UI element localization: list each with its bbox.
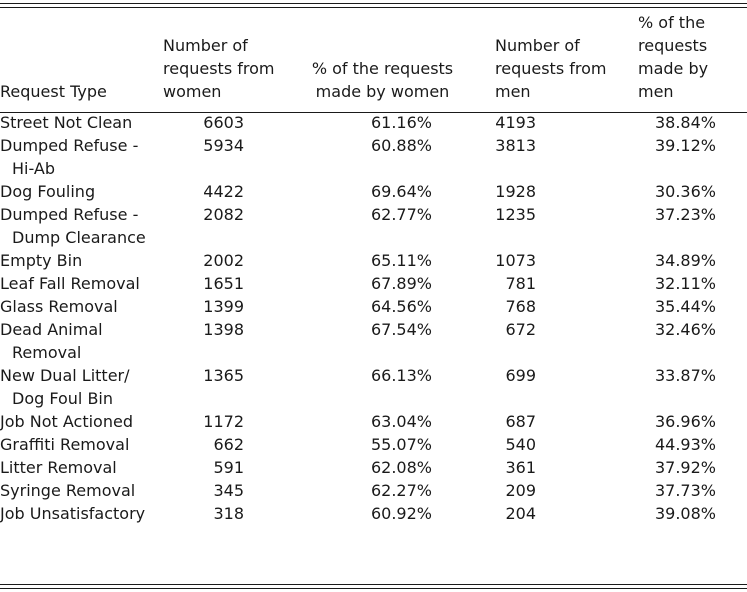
cell-men-percent: 35.44% [654,297,716,316]
table-row [0,456,747,479]
cell-women-percent: 64.56% [370,297,432,316]
table-row [0,295,747,318]
cell-men-percent: 39.08% [654,504,716,523]
cell-men-count: 699 [505,366,536,385]
header-men-count: Number of requests from men [495,36,607,101]
cell-men-count: 672 [505,320,536,339]
cell-men-count: 4193 [495,113,536,132]
cell-request-type: Dead Animal Removal [0,320,103,362]
header-men-percent: % of the requests made by men [638,13,709,101]
cell-men-count: 3813 [495,136,536,155]
cell-request-type: Graffiti Removal [0,435,130,454]
cell-men-percent: 37.23% [654,205,716,224]
cell-men-count: 687 [505,412,536,431]
cell-women-count: 318 [213,504,244,523]
bottom-rule-outer [0,588,747,589]
cell-men-count: 540 [505,435,536,454]
cell-men-count: 1235 [495,205,536,224]
cell-women-percent: 67.89% [370,274,432,293]
cell-request-type: Dumped Refuse - Hi-Ab [0,136,139,178]
cell-women-percent: 65.11% [370,251,432,270]
table-row [0,203,747,249]
cell-men-percent: 37.73% [654,481,716,500]
cell-women-percent: 62.08% [370,458,432,477]
table-row [0,502,747,525]
header-women-count: Number of requests from women [163,36,275,101]
cell-request-type: Leaf Fall Removal [0,274,140,293]
cell-men-percent: 38.84% [654,113,716,132]
cell-request-type: Street Not Clean [0,113,133,132]
cell-women-count: 6603 [203,113,244,132]
bottom-rule-inner [0,584,747,585]
header-rule [0,112,747,113]
table-row [0,249,747,272]
cell-request-type: New Dual Litter/ Dog Foul Bin [0,366,130,408]
cell-women-count: 1172 [203,412,244,431]
cell-men-count: 781 [505,274,536,293]
cell-request-type: Empty Bin [0,251,83,270]
table-row [0,364,747,410]
cell-women-percent: 61.16% [370,113,432,132]
header-women-percent: % of the requests made by women [311,59,454,101]
cell-request-type: Glass Removal [0,297,118,316]
top-rule-outer [0,3,747,4]
cell-men-count: 1073 [495,251,536,270]
cell-request-type: Job Unsatisfactory [0,504,146,523]
table-body [0,111,747,525]
cell-men-percent: 39.12% [654,136,716,155]
cell-women-count: 591 [213,458,244,477]
cell-request-type: Litter Removal [0,458,117,477]
table-row [0,318,747,364]
cell-women-percent: 62.27% [370,481,432,500]
cell-women-count: 662 [213,435,244,454]
cell-women-count: 345 [213,481,244,500]
top-rule-inner [0,7,747,8]
table-row [0,410,747,433]
table-row [0,111,747,134]
table-row [0,272,747,295]
cell-women-percent: 66.13% [370,366,432,385]
table-row [0,180,747,203]
cell-men-percent: 33.87% [654,366,716,385]
table-row [0,134,747,180]
cell-men-count: 1928 [495,182,536,201]
cell-women-count: 2002 [203,251,244,270]
cell-women-percent: 62.77% [370,205,432,224]
cell-request-type: Syringe Removal [0,481,136,500]
cell-men-percent: 36.96% [654,412,716,431]
cell-women-percent: 60.88% [370,136,432,155]
cell-men-count: 361 [505,458,536,477]
cell-men-percent: 37.92% [654,458,716,477]
cell-men-percent: 32.11% [654,274,716,293]
table-row [0,433,747,456]
cell-women-percent: 55.07% [370,435,432,454]
header-request-type: Request Type [0,82,107,101]
cell-women-percent: 60.92% [370,504,432,523]
table-row [0,479,747,502]
cell-men-count: 204 [505,504,536,523]
cell-men-percent: 32.46% [654,320,716,339]
cell-women-count: 5934 [203,136,244,155]
cell-women-count: 1365 [203,366,244,385]
cell-men-percent: 44.93% [654,435,716,454]
cell-women-count: 1398 [203,320,244,339]
cell-women-percent: 63.04% [370,412,432,431]
cell-request-type: Job Not Actioned [0,412,133,431]
cell-men-percent: 34.89% [654,251,716,270]
cell-women-count: 1399 [203,297,244,316]
cell-men-count: 209 [505,481,536,500]
cell-request-type: Dog Fouling [0,182,96,201]
cell-women-count: 2082 [203,205,244,224]
cell-women-percent: 69.64% [370,182,432,201]
cell-women-percent: 67.54% [370,320,432,339]
cell-request-type: Dumped Refuse - Dump Clearance [0,205,146,247]
header-row [0,11,747,111]
cell-men-percent: 30.36% [654,182,716,201]
requests-table [0,11,747,525]
cell-men-count: 768 [505,297,536,316]
cell-women-count: 1651 [203,274,244,293]
cell-women-count: 4422 [203,182,244,201]
